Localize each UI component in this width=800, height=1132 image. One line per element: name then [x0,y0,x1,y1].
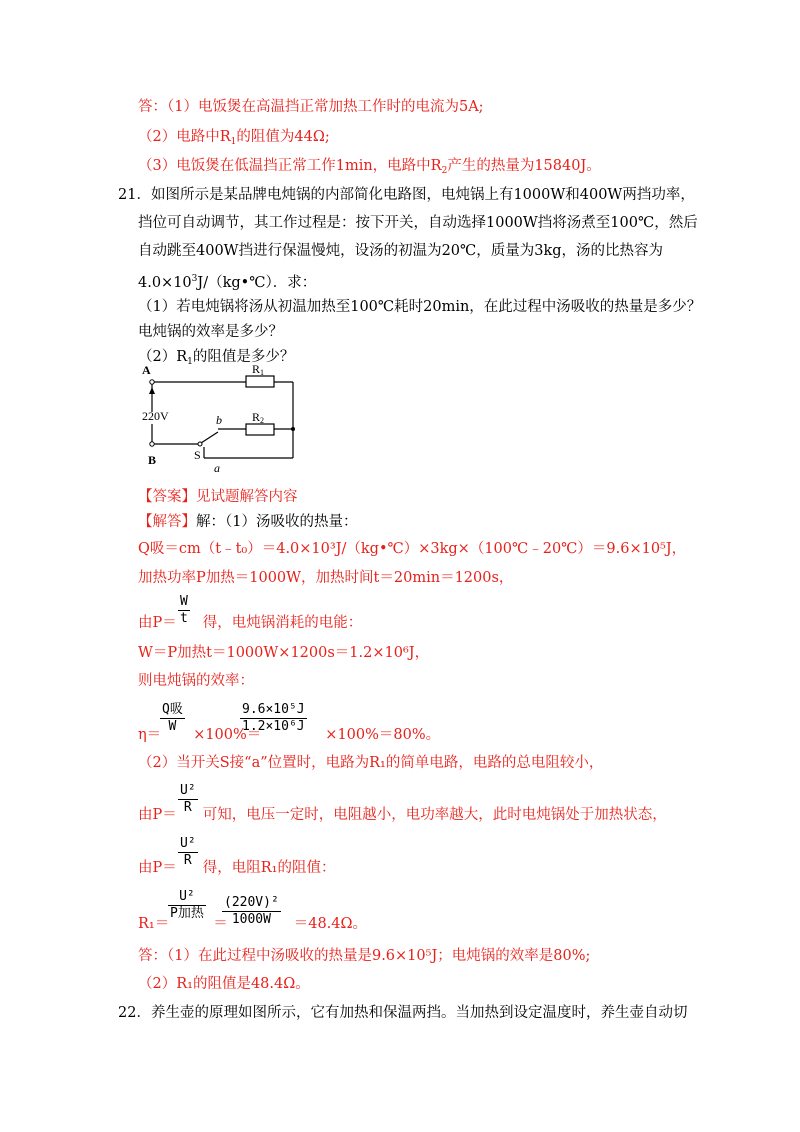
prev-answer-line-3: （3）电饭煲在低温挡正常工作1min，电路中$R_2$产生的热量为15840J。 [138,158,601,176]
label-voltage: 220V [142,409,169,423]
label-r1: R [252,362,261,376]
label-a-node: A [142,363,151,377]
heating-power-line: 加热功率P加热＝1000W，加热时间t＝20min＝1200s， [138,570,514,586]
part2-line-2: 由P＝ 可知，电压一定时，电阻越小，电功率越大，此时电炖锅处于加热状态， [138,807,667,823]
q21-line-3: 自动跳至400W挡进行保温慢炖，设汤的初温为20℃，质量为3kg，汤的比热容为 [138,243,664,259]
q21-line-2: 挡位可自动调节，其工作过程是：按下开关，自动选择1000W挡将汤煮至100℃，然后 [138,215,698,231]
part2-line-1: （2）当开关S接“a”位置时，电路为R₁的简单电路，电路的总电阻较小， [138,755,604,771]
r1-calc-line: R₁＝ ＝ ＝48.4Ω。 [138,916,368,932]
solution-intro: 【解答】解：（1）汤吸收的热量： [138,514,358,530]
efficiency-intro: 则电炖锅的效率： [138,673,254,689]
prev-answer-line-2: （2）电路中$R_1$的阻值为44Ω; [138,129,330,147]
q21-line-6: 电炖锅的效率是多少？ [138,324,283,340]
from-p-line-1: 由P＝ 得，电炖锅消耗的电能： [138,615,363,631]
resistor-r1 [246,376,274,387]
final-answer-1: 答：（1）在此过程中汤吸收的热量是9.6×10⁵J；电炖锅的效率是80%; [138,948,591,964]
label-b-contact: b [216,413,222,427]
energy-line: W＝P加热t＝1000W×1200s＝1.2×10⁶J， [138,645,430,661]
fraction-u2-over-r-1: $\frac{\text{U²}}{R}$ [180,783,196,815]
fraction-u2-over-pheat: U² P加热 [170,889,204,921]
q21-line-4: $4.0\times 10^3J/(kg•℃)$．求： [138,274,317,291]
fraction-efficiency-values: $\frac{\text{9.6×10⁵J}}{\text{1.2×10⁶J}}$ [242,702,305,734]
q21-line-5: （1）若电炖锅将汤从初温加热至100℃耗时20min，在此过程中汤吸收的热量是多少？ [138,299,702,315]
final-answer-2: （2）R₁的阻值是48.4Ω。 [138,976,310,992]
q-absorbed-line: Q吸＝cm（t﹣t₀）＝4.0×10³J/（kg•℃）×3kg×（100℃﹣20℃）＝9.6×10⁵J， [138,541,687,557]
q21-line-7: $(2)R_1$的阻值是多少？ [138,349,295,367]
fraction-q-over-w: Q吸 W [162,702,183,734]
part2-line-3: 由P＝ 得，电阻R₁的阻值： [138,860,336,876]
circuit-diagram [138,362,308,474]
label-r2-sub: 2 [260,416,264,425]
resistor-r2 [246,424,274,435]
label-switch: S [194,448,201,462]
fraction-u2-over-r-2: $\frac{\text{U²}}{R}$ [180,836,196,868]
q22-line-1: 22．养生壶的原理如图所示，它有加热和保温两挡。当加热到设定温度时，养生壶自动切 [118,1005,688,1021]
label-a-contact: a [214,461,220,474]
fraction-w-over-t: $\frac{W}{t}$ [180,594,188,626]
q21-line-1: 21．如图所示是某品牌电炖锅的内部简化电路图，电炖锅上有1000W和400W两挡功率， [118,187,695,203]
prev-answer-line-1: 答：（1）电饭煲在高温挡正常加热工作时的电流为5A; [138,99,484,115]
fraction-resistance-values: $\frac{\text{(220V)²}}{1000W}$ [224,895,279,927]
label-b-node: B [148,453,157,467]
label-r1-sub: 1 [260,368,264,377]
efficiency-line: η＝ ×100%＝ ×100%＝80%。 [138,727,441,743]
label-r2: R [252,410,261,424]
answer-tag: 【答案】见试题解答内容 [138,489,298,505]
